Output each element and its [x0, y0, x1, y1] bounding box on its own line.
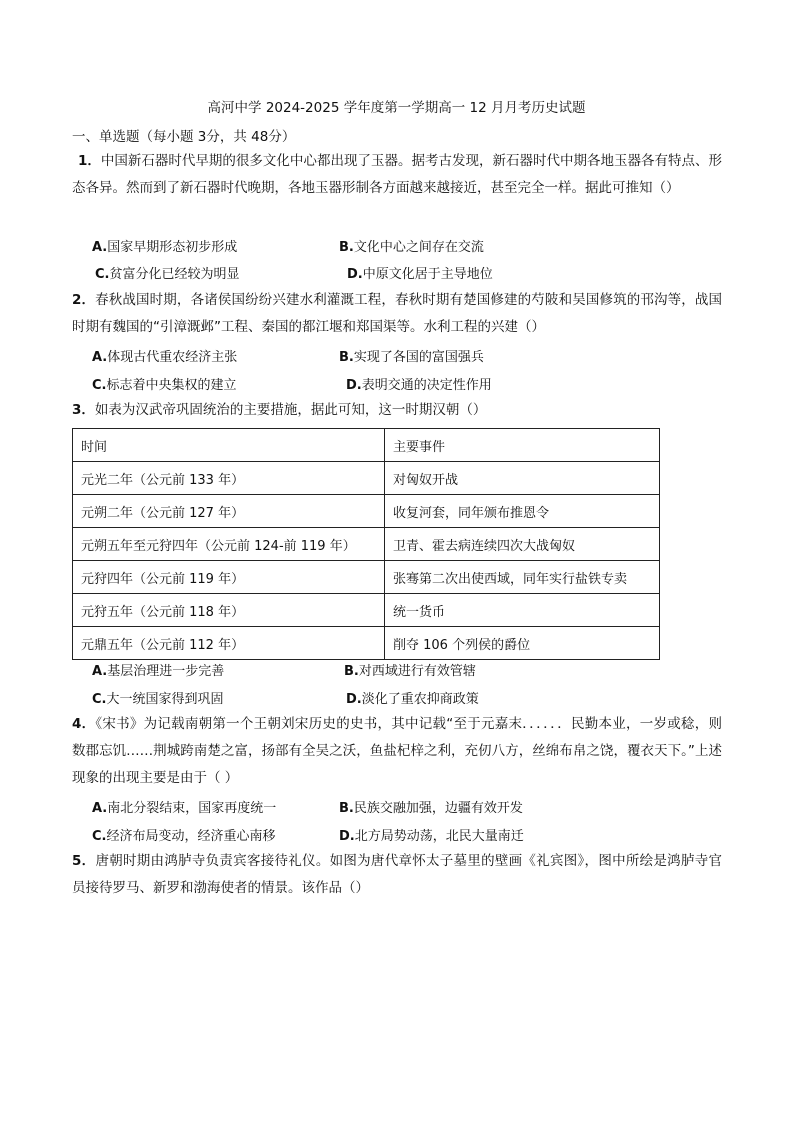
- events-table: [72, 428, 660, 660]
- question-text: 中国新石器时代早期的很多文化中心都出现了玉器。据考古发现，新石器时代中期各地玉器各有特点、形态各异。然而到了新石器时代晚期，各地玉器形制各方面越来越接近，甚至完全一样。据此可推知（）: [72, 153, 722, 196]
- table-cell: 元朔五年至元狩四年（公元前 124-前 119 年）: [73, 528, 385, 561]
- table-cell: 元朔二年（公元前 127 年）: [73, 495, 385, 528]
- question-text: 如表为汉武帝巩固统治的主要措施，据此可知，这一时期汉朝（）: [94, 402, 487, 418]
- table-row: [73, 462, 660, 495]
- option-c[interactable]: C.标志着中央集权的建立: [92, 378, 237, 393]
- option-b[interactable]: B.文化中心之间存在交流: [339, 240, 484, 255]
- table-cell: 收复河套，同年颁布推恩令: [385, 495, 660, 528]
- option-c[interactable]: C.贫富分化已经较为明显: [95, 267, 240, 282]
- table-row: [73, 528, 660, 561]
- question-number: 4．: [72, 716, 96, 732]
- table-row: [73, 561, 660, 594]
- option-c[interactable]: C.经济布局变动，经济重心南移: [92, 829, 276, 844]
- table-row: [73, 594, 660, 627]
- table-header-cell: 主要事件: [385, 429, 660, 462]
- option-a[interactable]: A.体现古代重农经济主张: [92, 350, 238, 365]
- table-cell: 削夺 106 个列侯的爵位: [385, 627, 660, 660]
- question-number: 2．: [72, 292, 96, 308]
- option-a[interactable]: A.基层治理进一步完善: [92, 664, 225, 679]
- option-b[interactable]: B.对西域进行有效管辖: [344, 664, 476, 679]
- table-row: [73, 495, 660, 528]
- option-b[interactable]: B.实现了各国的富国强兵: [339, 350, 484, 365]
- table-cell: 对匈奴开战: [385, 462, 660, 495]
- question-2: [72, 287, 722, 341]
- question-number: 1．: [78, 153, 101, 169]
- option-c[interactable]: C.大一统国家得到巩固: [92, 692, 224, 707]
- question-number: 5．: [72, 853, 96, 869]
- question-3: [72, 397, 722, 424]
- question-number: 3．: [72, 402, 95, 418]
- table-cell: 元鼎五年（公元前 112 年）: [73, 627, 385, 660]
- exam-title: 高河中学 2024-2025 学年度第一学期高一 12 月月考历史试题: [207, 100, 586, 116]
- table-cell: 元狩四年（公元前 119 年）: [73, 561, 385, 594]
- question-5: [72, 848, 722, 902]
- table-cell: 张骞第二次出使西域，同年实行盐铁专卖: [385, 561, 660, 594]
- question-text: 《宋书》为记载南朝第一个王朝刘宋历史的史书，其中记载“至于元嘉末．．．．．．民勤本业，一岁或稔，则数郡忘饥……荆城跨南楚之富，扬部有全吴之沃，鱼盐杞梓之利，充仞八方，丝绵布帛之饶，覆衣天下。”上述现象的出现主要是由于（ ）: [72, 716, 722, 786]
- table-cell: 统一货币: [385, 594, 660, 627]
- question-1: [72, 148, 722, 202]
- table-cell: 元光二年（公元前 133 年）: [73, 462, 385, 495]
- table-row: [73, 627, 660, 660]
- option-b[interactable]: B.民族交融加强，边疆有效开发: [339, 801, 523, 816]
- option-d[interactable]: D.表明交通的决定性作用: [346, 378, 492, 393]
- table-cell: 元狩五年（公元前 118 年）: [73, 594, 385, 627]
- option-a[interactable]: A.国家早期形态初步形成: [92, 240, 238, 255]
- table-header-cell: 时间: [73, 429, 385, 462]
- question-text: 唐朝时期由鸿胪寺负责宾客接待礼仪。如图为唐代章怀太子墓里的壁画《礼宾图》，图中所绘是鸿胪寺官员接待罗马、新罗和渤海使者的情景。该作品（）: [72, 853, 722, 896]
- option-d[interactable]: D.北方局势动荡，北民大量南迁: [339, 829, 524, 844]
- table-header-row: [73, 429, 660, 462]
- question-4: [72, 711, 722, 792]
- question-text: 春秋战国时期，各诸侯国纷纷兴建水利灌溉工程，春秋时期有楚国修建的芍陂和吴国修筑的邗沟等，战国时期有魏国的“引漳溉邺”工程、秦国的都江堰和郑国渠等。水利工程的兴建（）: [72, 292, 722, 335]
- option-d[interactable]: D.淡化了重农抑商政策: [346, 692, 479, 707]
- option-d[interactable]: D.中原文化居于主导地位: [347, 267, 493, 282]
- table-cell: 卫青、霍去病连续四次大战匈奴: [385, 528, 660, 561]
- section-heading: 一、单选题（每小题 3分，共 48分）: [72, 129, 296, 145]
- option-a[interactable]: A.南北分裂结束，国家再度统一: [92, 801, 277, 816]
